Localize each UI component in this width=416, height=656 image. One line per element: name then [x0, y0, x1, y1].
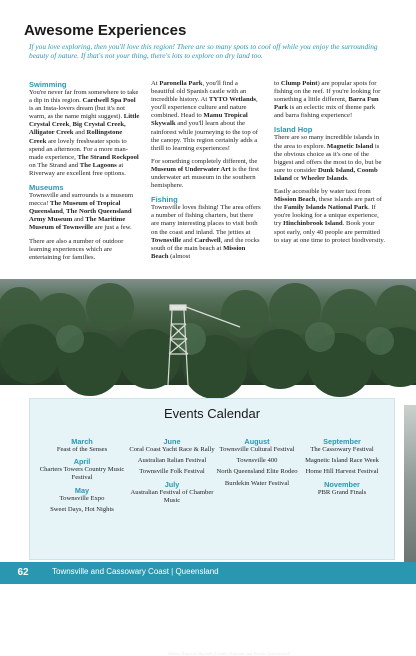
section-heading-museums: Museums: [29, 183, 64, 193]
month-march: March: [71, 437, 93, 446]
adjacent-page-edge: [404, 405, 416, 562]
paragraph: to Clump Point) are popular spots for fishing on the reef. If you're looking for something a little different, Barra Fun Park is an eclectic mix of theme park and barra fishing experience!: [274, 80, 381, 120]
month-april: April: [73, 457, 91, 467]
event: North Queensland Elite Rodeo: [216, 468, 298, 476]
paragraph: There are so many incredible islands in the area to explore. Magnetic Island is the obvious choice as it's one of the biggest and offers the most to do, but be sure to consider Dunk Island, Coomb Island or Wheeler Islands.: [274, 134, 382, 182]
event: Sweet Days, Hot Nights: [50, 505, 114, 513]
event: Townsville 400: [236, 457, 278, 465]
month-august: August: [244, 437, 270, 446]
event: Townsville Cultural Festival: [219, 446, 295, 453]
skywalk-tower-image: [0, 279, 416, 385]
event: Townsville Folk Festival: [139, 468, 205, 476]
calendar-column-3: [213, 437, 301, 491]
event: The Cassowary Festival: [310, 446, 374, 453]
paragraph: Easily accessible by water taxi from Mission Beach, these islands are part of the Family Islands National Park. If you're looking for a unique experience, try Hinchinbrook Island. Book your spot early, only 40 people are permitted to stay at one time to protect biodiversity.: [274, 188, 385, 244]
event: Townsville Expo: [59, 494, 105, 502]
paragraph: Townsville loves fishing! The area offers a number of fishing charters, but there are many interesting places to visit both on the coast and inland. The jetties at Townsville and Cardwell, and the rocks south of the main beach at Mission Beach (almost: [151, 204, 261, 260]
event: Feast of the Senses: [56, 446, 108, 453]
text-column-2: [151, 80, 263, 266]
text-column-1: [29, 80, 141, 267]
events-calendar: [29, 398, 395, 560]
event: Australian Italian Festival: [137, 457, 207, 465]
paragraph: Townsville and surrounds is a museum mecca! The Museum of Tropical Queensland, The North Queensland Army Museum and The Maritime Museum of Townsville are just a few.: [29, 192, 134, 232]
page-number: 62: [0, 562, 46, 584]
intro-text: If you love exploring, then you'll love this region! There are so many spots to cool off while you enjoy the surrounding beauty of nature. If that's not your thing, there's lots to explore on dry land too.: [29, 42, 378, 61]
section-heading-swimming: Swimming: [29, 80, 67, 89]
calendar-column-2: [128, 437, 216, 508]
footer-text: Townsville and Cassowary Coast | Queensland: [52, 567, 219, 576]
event: Burdekin Water Festival: [224, 479, 290, 487]
paragraph: You're never far from somewhere to take a dip in this region. Cardwell Spa Pool is an Insta-lovers dream (but it's not warm, as the name might suggest). Little Crystal Creek, Big Crystal Creek, Alligator Creek and Rollingstone Creek are lovely freshwater spots to spend an afternoon. For a more man-made experience, The Strand Rockpool on The Strand and The Lagoons at Riverway are excellent free options.: [29, 89, 140, 177]
text-column-3: [274, 80, 386, 250]
section-heading-island-hop: Island Hop: [274, 125, 313, 135]
event: Australian Festival of Chamber Music: [130, 488, 214, 504]
event: Charters Towers Country Music Festival: [39, 466, 125, 482]
event: PBR Grand Finals: [317, 488, 367, 496]
event: Magnetic Island Race Week: [305, 457, 379, 465]
paragraph: At Paronella Park, you'll find a beautiful old Spanish castle with an incredible history. At TYTO Wetlands, you'll experience culture and nature combined. Head to Mamu Tropical Skywalk and you'll learn about the rainforest while journeying to the top of the canopy. This region certainly adds a thrill to learning experiences!: [151, 80, 258, 152]
month-september: September: [323, 437, 361, 446]
month-july: July: [164, 479, 180, 489]
calendar-column-4: [298, 437, 386, 500]
calendar-title: Events Calendar: [163, 406, 261, 421]
month-may: May: [74, 485, 90, 495]
paragraph: There are also a number of outdoor learning experiences which are entertaining for families.: [29, 237, 124, 261]
section-heading-fishing: Fishing: [151, 195, 178, 205]
month-june: June: [163, 437, 181, 446]
paragraph: For something completely different, the Museum of Underwater Art is the first underwater art museum in the southern hemisphere.: [151, 157, 259, 190]
event: Coral Coast Yacht Race & Rally: [129, 446, 215, 453]
event: Home Hill Harvest Festival: [305, 468, 379, 476]
photo-caption: Mamu Tropical Skywalk (Credit: Tourism and Events Queensland): [168, 651, 291, 656]
month-november: November: [324, 479, 360, 489]
page-title: Awesome Experiences: [24, 22, 187, 39]
calendar-column-1: [38, 437, 126, 517]
